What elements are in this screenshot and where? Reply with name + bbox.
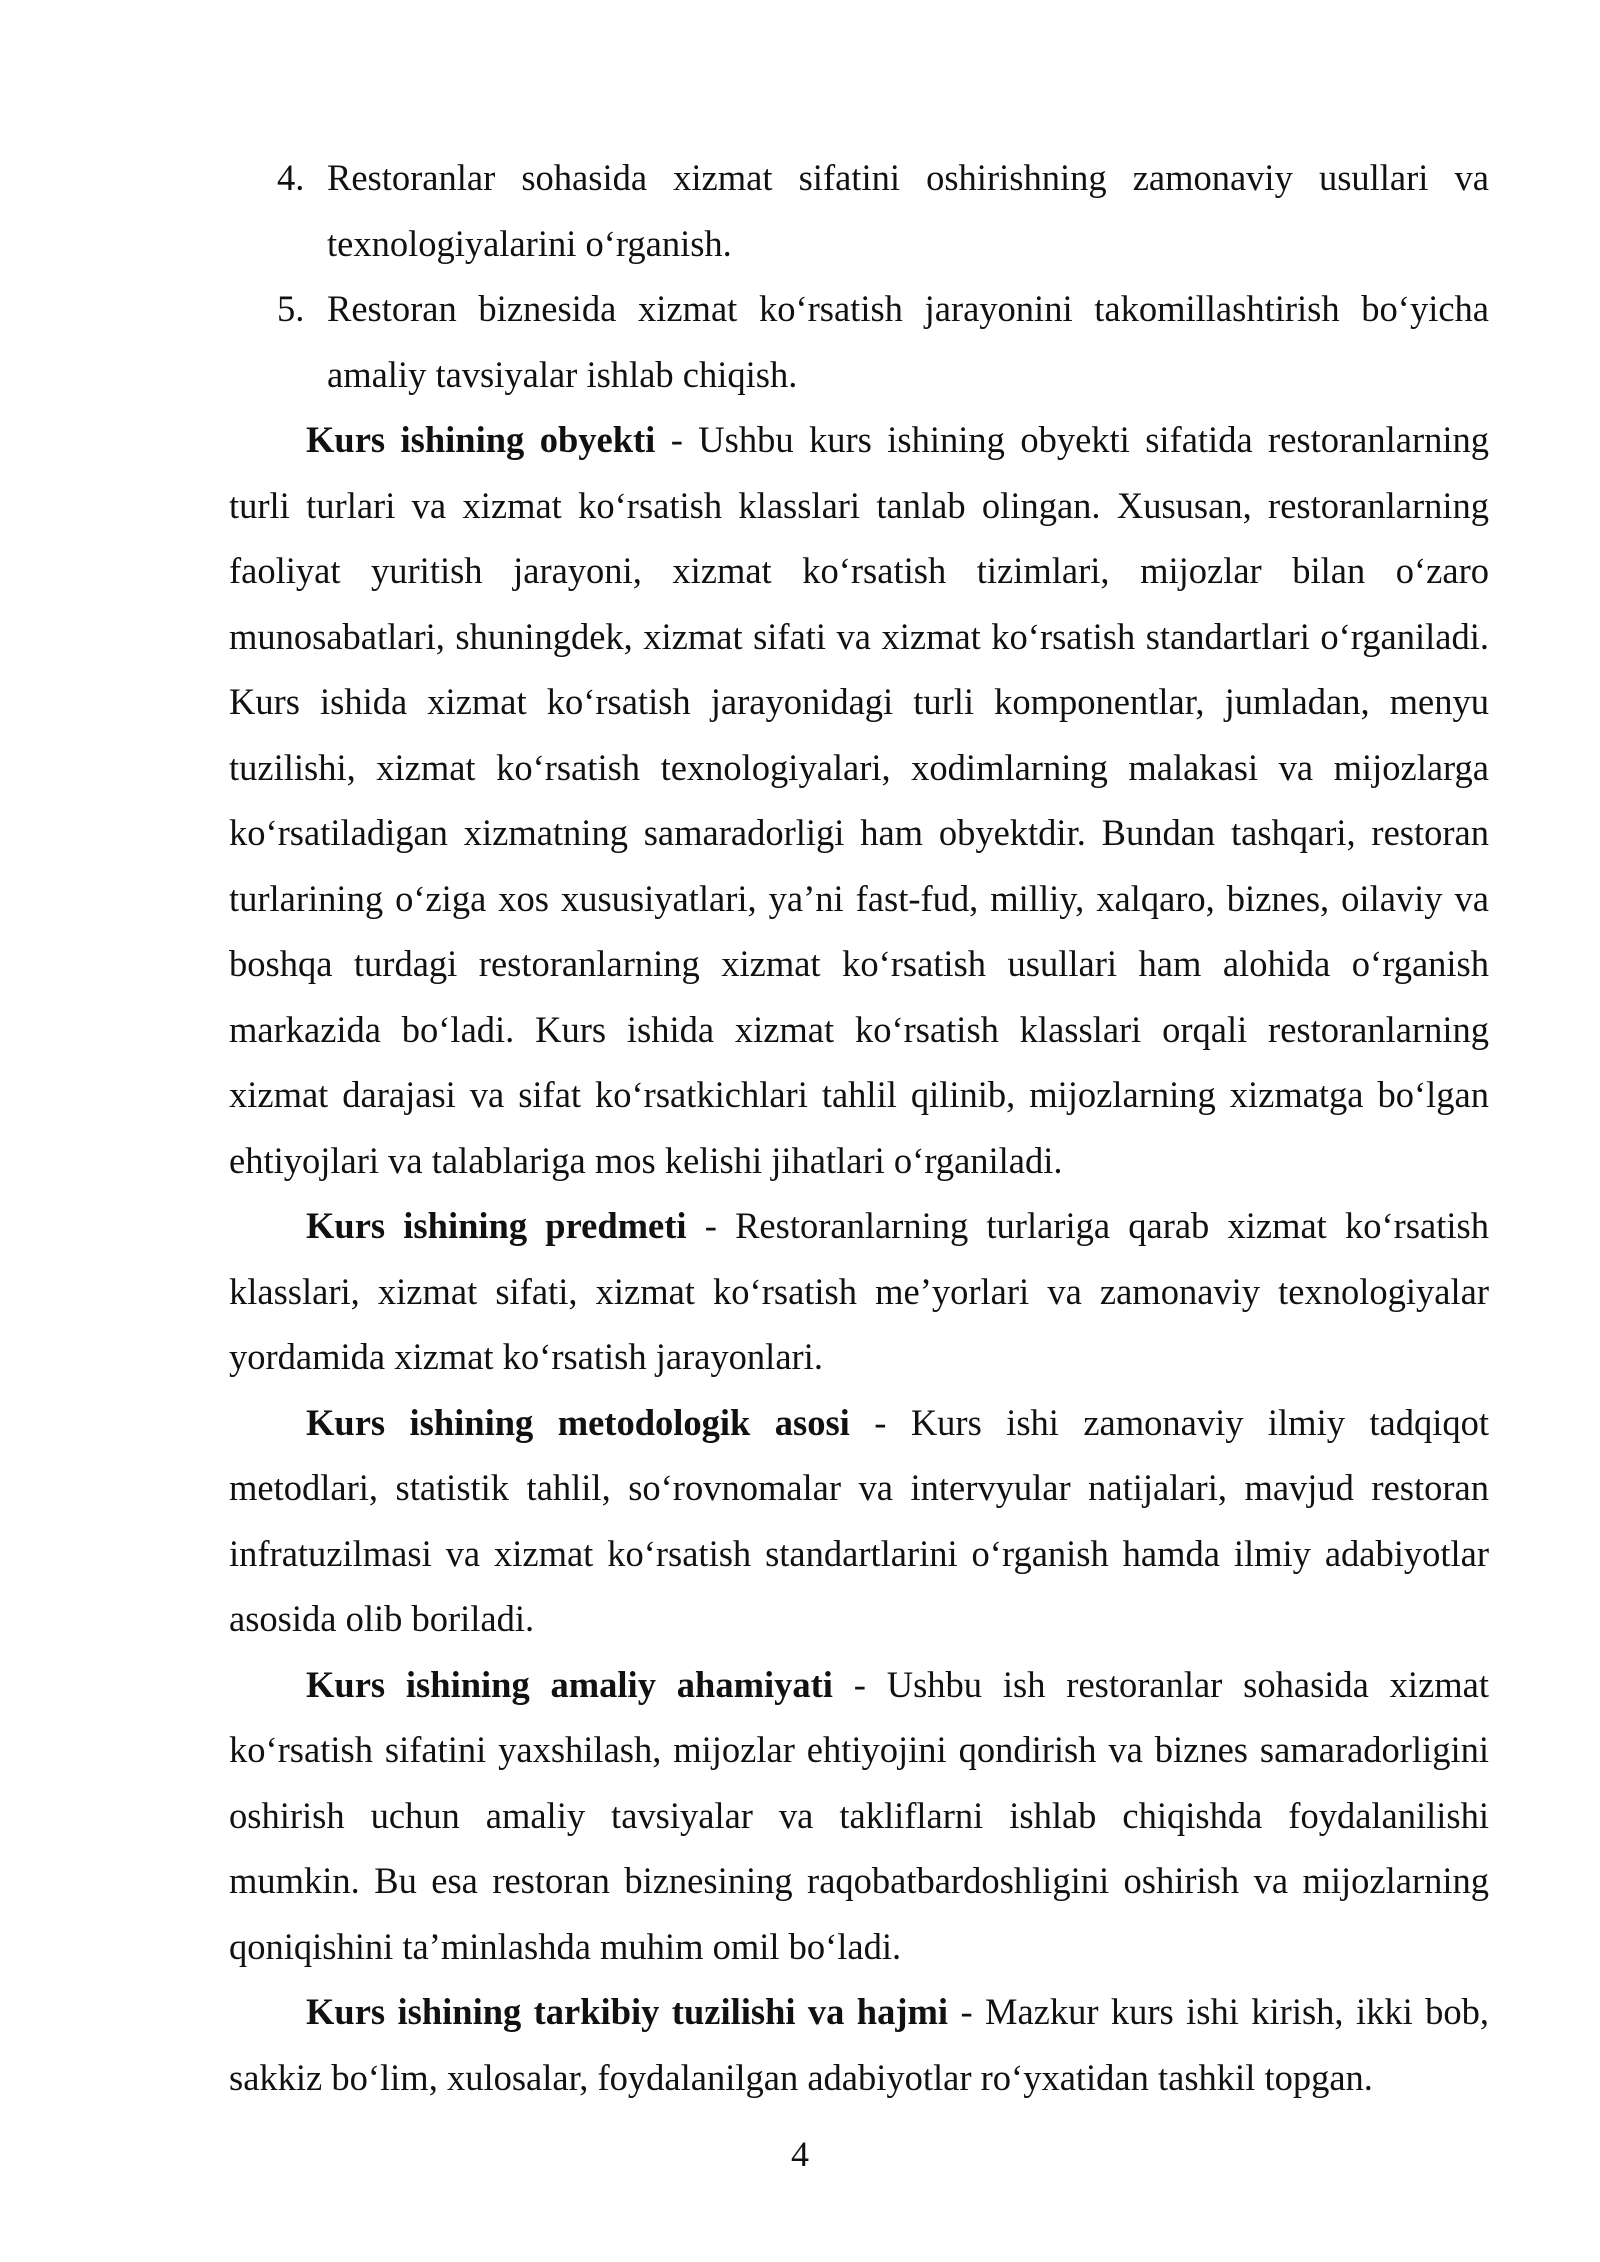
list-item — [229, 145, 1489, 276]
section-separator: - — [655, 419, 699, 460]
list-item-number: 4. — [277, 157, 305, 198]
page-number: 4 — [791, 2134, 809, 2174]
list-item-text: Restoranlar sohasida xizmat sifatini oshirishning zamonaviy usullari va texnologiyalarini o‘rganish. — [327, 157, 1489, 264]
section-heading: Kurs ishining metodologik asosi — [306, 1401, 850, 1443]
section-structure — [229, 1979, 1489, 2110]
document-page — [229, 145, 1489, 2110]
section-text: Restoranlarning turlariga qarab xizmat ko‘rsatish klasslari, xizmat sifati, xizmat ko‘rsatish me’yorlari va zamonaviy texnologiyalar yordamida xizmat ko‘rsatish jarayonlari. — [229, 1205, 1489, 1377]
section-separator: - — [686, 1205, 736, 1246]
section-practical-significance — [229, 1652, 1489, 1980]
section-subject — [229, 1193, 1489, 1390]
section-heading: Kurs ishining predmeti — [306, 1205, 687, 1246]
section-text: Mazkur kurs ishi kirish, ikki bob, sakkiz bo‘lim, xulosalar, foydalanilgan adabiyotlar ro‘yxatidan tashkil topgan. — [229, 1991, 1489, 2098]
section-heading: Kurs ishining tarkibiy tuzilishi va hajmi — [306, 1991, 949, 2032]
section-methodology — [229, 1390, 1489, 1652]
list-item — [229, 276, 1489, 407]
list-item-number: 5. — [277, 288, 305, 329]
section-separator: - — [832, 1663, 887, 1705]
section-text: Ushbu ish restoranlar sohasida xizmat ko‘rsatish sifatini yaxshilash, mijozlar ehtiyojini qondirish va biznes samaradorligini oshirish uchun amaliy tavsiyalar va takliflarni ishlab chiqishda foydalanilishi mumkin. Bu esa restoran biznesining raqobatbardoshligini oshirish va mijozlarning qoniqishini ta’minlashda muhim omil bo‘ladi. — [229, 1663, 1490, 1967]
section-text: Kurs ishi zamonaviy ilmiy tadqiqot metodlari, statistik tahlil, so‘rovnomalar va intervyular natijalari, mavjud restoran infratuzilmasi va xizmat ko‘rsatish standartlarini o‘rganish hamda ilmiy adabiyotlar asosida olib boriladi. — [229, 1401, 1490, 1639]
section-text: Ushbu kurs ishining obyekti sifatida restoranlarning turli turlari va xizmat ko‘rsatish klasslari tanlab olingan. Xususan, restoranlarning faoliyat yuritish jarayoni, xizmat ko‘rsatish tizimlari, mijozlar bilan o‘zaro munosabatlari, shuningdek, xizmat sifati va xizmat ko‘rsatish standartlari o‘rganiladi. Kurs ishida xizmat ko‘rsatish jarayonidagi turli komponentlar, jumladan, menyu tuzilishi, xizmat ko‘rsatish texnologiyalari, xodimlarning malakasi va mijozlarga ko‘rsatiladigan xizmatning samaradorligi ham obyektdir. Bundan tashqari, restoran turlarining o‘ziga xos xususiyatlari, ya’ni fast-fud, milliy, xalqaro, biznes, oilaviy va boshqa turdagi restoranlarning xizmat ko‘rsatish usullari ham alohida o‘rganish markazida bo‘ladi. Kurs ishida xizmat ko‘rsatish klasslari orqali restoranlarning xizmat darajasi va sifat ko‘rsatkichlari tahlil qilinib, mijozlarning xizmatga bo‘lgan ehtiyojlari va talablariga mos kelishi jihatlari o‘rganiladi. — [229, 419, 1489, 1181]
section-heading: Kurs ishining obyekti — [306, 419, 656, 460]
section-object — [229, 407, 1489, 1193]
section-separator: - — [849, 1401, 911, 1443]
section-separator: - — [948, 1991, 985, 2032]
list-item-text: Restoran biznesida xizmat ko‘rsatish jarayonini takomillashtirish bo‘yicha amaliy tavsiyalar ishlab chiqish. — [327, 288, 1489, 395]
numbered-list — [229, 145, 1489, 407]
section-heading: Kurs ishining amaliy ahamiyati — [306, 1663, 833, 1705]
